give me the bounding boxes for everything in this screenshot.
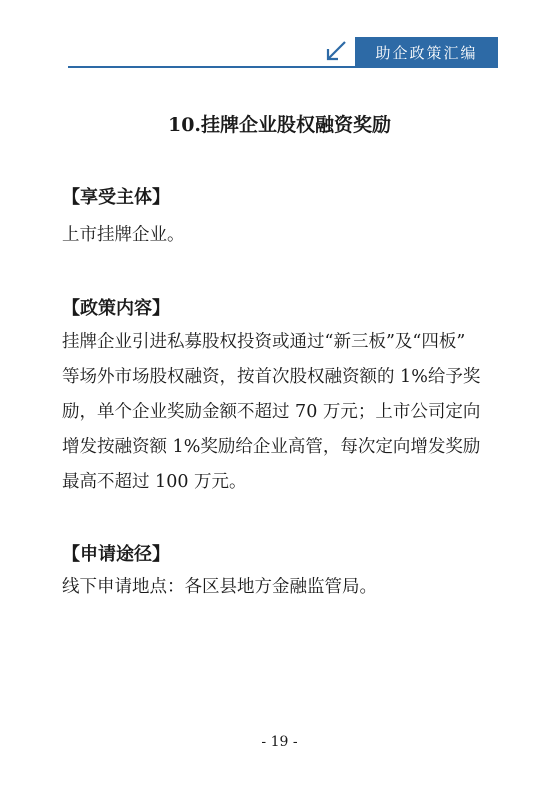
body-line: 最高不超过 100 万元。: [62, 472, 247, 492]
body-line: 增发按融资额 1%奖励给企业高管，每次定向增发奖励: [62, 437, 481, 457]
section-body-eligible-subject: [62, 218, 498, 253]
body-line: 等场外市场股权融资，按首次股权融资额的 1%给予奖: [62, 367, 481, 387]
section-heading-application-channel: 【申请途径】: [62, 544, 170, 565]
header-badge: [355, 37, 498, 67]
body-line: 线下申请地点：各区县地方金融监管局。: [62, 577, 377, 597]
page-number: - 19 -: [261, 734, 298, 750]
section-body-application-channel: [62, 570, 498, 605]
page-title: 10.挂牌企业股权融资奖励: [167, 114, 392, 136]
body-line: 挂牌企业引进私募股权投资或通过“新三板”及“四板”: [62, 332, 466, 352]
header-divider: [68, 66, 498, 68]
body-line: 上市挂牌企业。: [62, 225, 185, 245]
body-line: 励，单个企业奖励金额不超过 70 万元；上市公司定向: [62, 402, 481, 422]
arrow-down-left-icon: [325, 40, 347, 62]
section-body-policy-content: [62, 325, 498, 500]
header-badge-text: 助企政策汇编: [375, 43, 478, 62]
section-heading-eligible-subject: 【享受主体】: [62, 187, 170, 208]
section-heading-policy-content: 【政策内容】: [62, 298, 170, 319]
